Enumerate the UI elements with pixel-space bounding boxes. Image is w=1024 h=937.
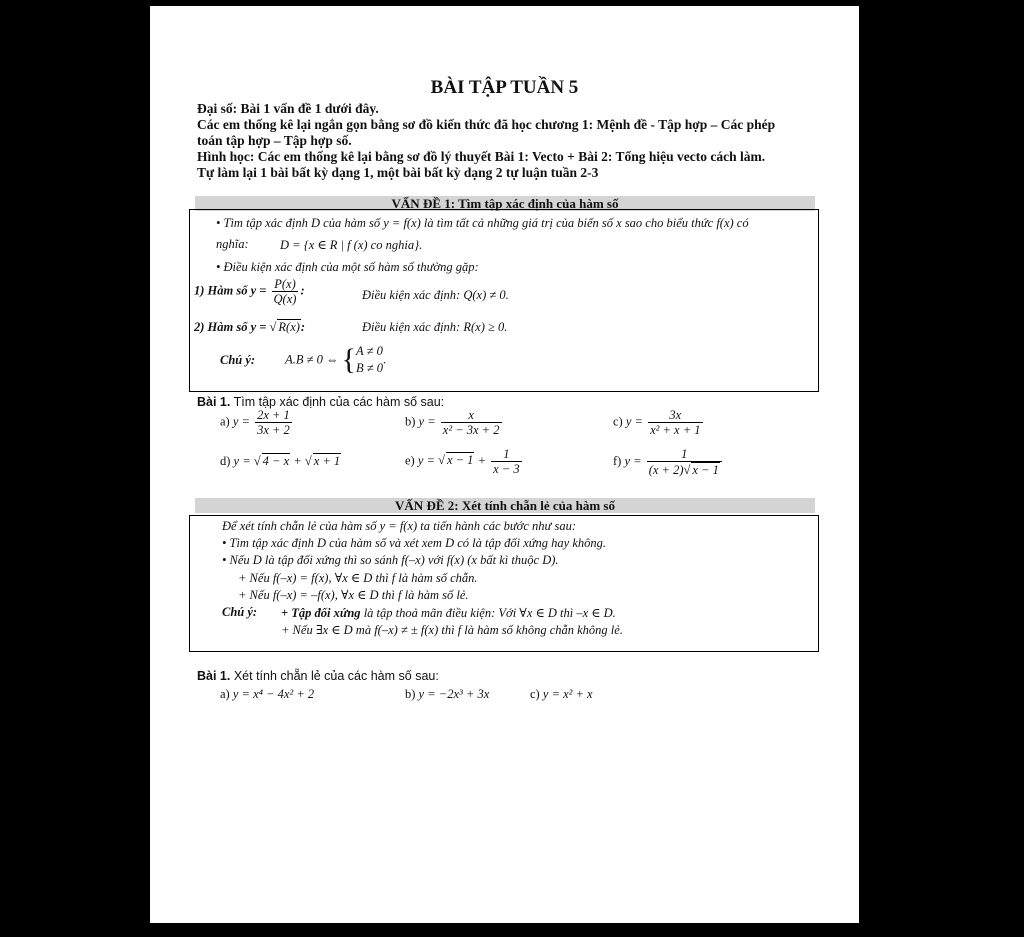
intro-line-5: Tự làm lại 1 bài bất kỳ dạng 1, một bài bất kỳ dạng 2 tự luận tuần 2-3	[197, 165, 599, 180]
s1-domain-formula: D = {x ∈ R | f (x) co nghia}.	[280, 238, 423, 252]
s1-case-1-label: 1) Hàm số y =	[194, 283, 267, 298]
item-c-y: y =	[625, 414, 643, 429]
intro-line-2: Các em thống kê lại ngắn gọn bằng sơ đồ kiến thức đã học chương 1: Mệnh đề - Tập hợp – Các phép	[197, 117, 776, 132]
exercise-2-item-b	[405, 687, 489, 702]
s1-case-2-condition: Điều kiện xác định: R(x) ≥ 0.	[362, 320, 508, 334]
exercise-2-item-a	[220, 687, 314, 702]
intro-line-3: toán tập hợp – Tập hợp số.	[197, 133, 352, 148]
item-c-label: c)	[613, 414, 623, 429]
s2-note-2: + Nếu ∃x ∈ D mà f(–x) ≠ ± f(x) thì f là hàm số không chẵn không lẻ.	[281, 623, 623, 637]
s1-case-1	[194, 277, 305, 306]
exercise-2-item-c	[530, 687, 593, 702]
s1-note-sys-1: A ≠ 0	[356, 344, 383, 358]
item-f-den-factor: (x + 2)	[648, 463, 684, 477]
item-d-radicand-1: 4 − x	[262, 454, 290, 468]
s2-line-2: • Tìm tập xác định D của hàm số và xét xem D có là tập đối xứng hay không.	[222, 536, 607, 550]
item-f-label: f)	[613, 453, 622, 468]
item-e-y: y =	[417, 453, 435, 468]
s1-bullet-1b-label: nghĩa:	[216, 237, 249, 251]
item-e-den: x − 3	[493, 462, 520, 476]
ex2-item-b-label: b)	[405, 687, 416, 701]
item-e-label: e)	[405, 453, 415, 468]
item-b-num: x	[468, 408, 474, 422]
exercise-1-item-c	[613, 408, 705, 437]
item-f-den-radicand: x − 1	[692, 463, 719, 477]
item-d-label: d)	[220, 454, 231, 468]
item-c-fraction	[648, 408, 702, 437]
s1-bullet-2: • Điều kiện xác định của một số hàm số thường gặp:	[216, 260, 479, 274]
item-f-num: 1	[681, 447, 688, 461]
s2-line-1: Để xét tính chẵn lẻ của hàm số y = f(x) ta tiến hành các bước như sau:	[222, 519, 576, 533]
s1-note-label: Chú ý:	[220, 352, 256, 367]
item-b-y: y =	[418, 414, 436, 429]
exercise-2-label: Bài 1.	[197, 669, 231, 683]
s2-line-4: + Nếu f(–x) = f(x), ∀x ∈ D thì f là hàm số chẵn.	[238, 571, 478, 585]
item-e-plus: +	[477, 453, 486, 468]
item-e-radicand: x − 1	[446, 453, 474, 468]
intro-line-4: Hình học: Các em thống kê lại bằng sơ đồ lý thuyết Bài 1: Vecto + Bài 2: Tổng hiệu vecto cách làm.	[197, 149, 766, 164]
item-a-y: y =	[232, 414, 250, 429]
s1-case-2-label: 2) Hàm số y =	[194, 320, 267, 334]
exercise-1-item-f	[613, 447, 724, 477]
s1-case-1-den: Q(x)	[273, 292, 297, 306]
section-1-theory-box	[189, 209, 819, 392]
s1-note-end: .	[383, 352, 387, 367]
s1-note	[220, 343, 386, 377]
exercise-1-item-d: d) y = √ 4 − x + √ x + 1	[220, 454, 341, 468]
item-b-fraction	[441, 408, 502, 437]
document-page	[150, 6, 859, 923]
s2-note-1	[281, 605, 616, 621]
s1-note-sys-2: B ≠ 0	[356, 361, 384, 375]
item-a-num: 2x + 1	[257, 408, 290, 422]
ex2-item-a-expr: y = x⁴ − 4x² + 2	[232, 687, 315, 701]
exercise-1	[197, 395, 444, 409]
item-d-plus: +	[293, 454, 302, 468]
s1-case-1-condition: Điều kiện xác định: Q(x) ≠ 0.	[362, 288, 509, 302]
s1-note-formula: A.B ≠ 0 ⇔	[285, 352, 339, 367]
exercise-2-prompt: Xét tính chẵn lẻ của các hàm số sau:	[233, 669, 439, 683]
exercise-1-item-e: e) y = √ x − 1 + $\frac{1}{x - 3}$	[405, 447, 520, 476]
s2-note-1-bold: + Tập đối xứng	[281, 606, 361, 620]
s2-note-1-rest: là tập thoả mãn điều kiện: Với ∀x ∈ D thì –x ∈ D.	[363, 606, 616, 620]
exercise-1-label: Bài 1.	[197, 395, 231, 409]
item-e-num: 1	[503, 447, 510, 461]
item-a-fraction	[255, 408, 292, 437]
item-d-y: y =	[233, 454, 251, 468]
section-1-heading: VẤN ĐỀ 1: Tìm tập xác định của hàm số	[195, 196, 815, 211]
ex2-item-b-expr: y = −2x³ + 3x	[418, 687, 490, 701]
exercise-1-item-a	[220, 408, 294, 437]
item-a-label: a)	[220, 414, 230, 429]
ex2-item-c-label: c)	[530, 687, 540, 701]
s2-line-5: + Nếu f(–x) = –f(x), ∀x ∈ D thì f là hàm số lẻ.	[238, 588, 469, 602]
exercise-1-prompt: Tìm tập xác định của các hàm số sau:	[233, 395, 445, 409]
item-f-fraction: $\frac{1}{(x + 2)√ x - 1}$	[647, 447, 722, 477]
item-b-den: x² − 3x + 2	[442, 423, 500, 437]
item-a-den: 3x + 2	[257, 423, 290, 437]
item-c-den: x² + x + 1	[650, 423, 701, 437]
s1-bullet-1: • Tìm tập xác định D của hàm số y = f(x) là tìm tất cả những giá trị của biến số x sao cho biểu thức f(x) có	[216, 216, 749, 230]
s1-note-brace: {	[341, 343, 357, 376]
s2-line-3: • Nếu D là tập đối xứng thì so sánh f(–x) với f(x) (x bất kì thuộc D).	[222, 553, 559, 567]
page-title: BÀI TẬP TUẦN 5	[430, 77, 579, 98]
s2-note-label: Chú ý:	[222, 605, 258, 619]
item-c-num: 3x	[669, 408, 682, 422]
item-f-y: y =	[624, 453, 642, 468]
item-b-label: b)	[405, 414, 416, 429]
s1-case-2-colon: :	[300, 320, 306, 334]
ex2-item-a-label: a)	[220, 687, 230, 701]
s1-case-1-fraction	[272, 277, 299, 306]
exercise-1-item-b	[405, 408, 504, 437]
ex2-item-c-expr: y = x² + x	[542, 687, 593, 701]
s1-case-2-radicand: R(x)	[278, 320, 300, 334]
s1-case-2: 2) Hàm số y = √ R(x):	[194, 320, 306, 334]
s1-case-1-num: P(x)	[274, 277, 296, 291]
s1-case-1-colon: :	[300, 283, 305, 298]
item-d-radicand-2: x + 1	[313, 454, 341, 468]
section-2-heading: VẤN ĐỀ 2: Xét tính chẵn lẻ của hàm số	[195, 498, 815, 513]
exercise-2	[197, 669, 439, 683]
section-2-theory-box	[189, 515, 819, 652]
intro-line-1: Đại số: Bài 1 vấn đề 1 dưới đây.	[197, 101, 379, 116]
item-e-fraction	[491, 447, 521, 476]
s1-note-system	[356, 343, 383, 377]
